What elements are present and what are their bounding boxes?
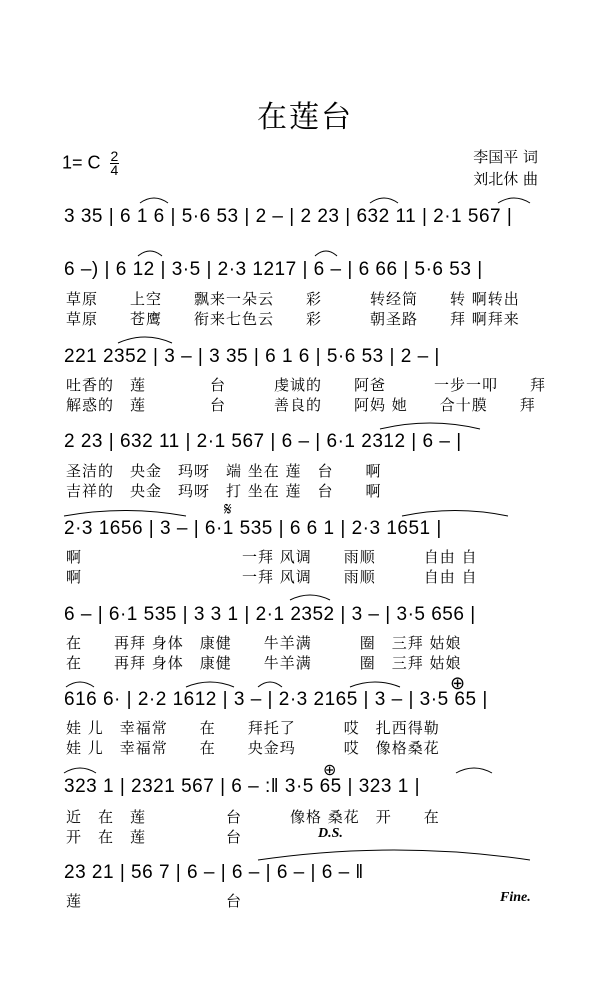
slur xyxy=(140,198,168,203)
page-title: 在莲台 xyxy=(257,100,353,135)
lyrics-line-3-verse-1: 吐香的 莲 台 虔诚的 阿爸 一步一叩 拜 xyxy=(66,376,547,394)
notation-line-4: 2 23 | 632 11 | 2·1 567 | 6 – | 6·1 2312 | 6 – | xyxy=(64,431,462,452)
lyrics-line-3-verse-2: 解惑的 莲 台 善良的 阿妈 她 合十膜 拜 xyxy=(66,396,536,414)
lyrics-line-8-verse-2: 开 在 莲 台 xyxy=(66,828,243,846)
lyrics-line-4-verse-1: 圣洁的 央金 玛呀 端 坐在 莲 台 啊 xyxy=(66,462,382,480)
slur xyxy=(370,198,398,203)
time-signature-top: 2 xyxy=(110,148,119,164)
notation-line-1: 3 35 | 6 1 6 | 5·6 53 | 2 – | 2 23 | 632 11 | 2·1 567 | xyxy=(64,206,513,227)
notation-line-6: 6 – | 6·1 535 | 3 3 1 | 2·1 2352 | 3 – | 3·5 656 | xyxy=(64,604,476,625)
lyrics-line-2-verse-2: 草原 苍鹰 衔来七色云 彩 朝圣路 拜 啊拜来 xyxy=(66,310,520,328)
slur xyxy=(64,511,186,517)
time-signature-bottom: 4 xyxy=(110,162,119,178)
slur xyxy=(258,682,282,687)
notation-line-5: 2·3 1656 | 3 – | 6·1 535 | 6 6 1 | 2·3 1651 | xyxy=(64,518,442,539)
slur xyxy=(315,251,337,256)
fine-mark: Fine. xyxy=(500,890,531,905)
coda-icon: ⊕ xyxy=(450,673,466,694)
slur xyxy=(258,850,530,860)
slur xyxy=(290,595,330,600)
segno-icon: 𝄋 xyxy=(224,499,232,520)
notation-line-3: 221 2352 | 3 – | 3 35 | 6 1 6 | 5·6 53 | 2 – | xyxy=(64,346,440,367)
lyrics-line-6-verse-1: 在 再拜 身体 康健 牛羊满 圈 三拜 姑娘 xyxy=(66,634,462,652)
slur xyxy=(402,511,508,517)
notation-line-7: 616 6· | 2·2 1612 | 3 – | 2·3 2165 | 3 – | 3·5 65 | xyxy=(64,689,488,710)
dal-segno-mark: D.S. xyxy=(318,826,343,841)
slur xyxy=(64,768,96,773)
lyrics-line-9: 莲 台 xyxy=(66,892,243,910)
notation-line-9: 23 21 | 56 7 | 6 – | 6 – | 6 – | 6 – ‖ xyxy=(64,862,364,883)
lyrics-line-5-verse-2: 啊 一拜 风调 雨顺 自由 自 xyxy=(66,568,478,586)
slur xyxy=(118,337,172,343)
key-label: 1= C xyxy=(62,152,101,173)
key-signature xyxy=(62,150,119,177)
slur xyxy=(186,682,234,687)
slur xyxy=(350,682,400,687)
time-signature xyxy=(110,150,120,177)
lyrics-line-5-verse-1: 啊 一拜 风调 雨顺 自由 自 xyxy=(66,548,478,566)
lyricist-credit: 李国平 词 xyxy=(473,148,538,166)
notation-line-8: 323 1 | 2321 567 | 6 – :‖ 3·5 65 | 323 1 | xyxy=(64,776,421,797)
lyrics-line-7-verse-1: 娃 儿 幸福常 在 拜托了 哎 扎西得勒 xyxy=(66,719,440,737)
slur xyxy=(66,682,94,687)
slur xyxy=(380,423,480,429)
lyrics-line-2-verse-1: 草原 上空 飘来一朵云 彩 转经筒 转 啊转出 xyxy=(66,290,520,308)
coda-icon-2: ⊕ xyxy=(323,760,337,779)
slur xyxy=(498,198,530,203)
slur xyxy=(138,251,162,256)
lyrics-line-7-verse-2: 娃 儿 幸福常 在 央金玛 哎 像格桑花 xyxy=(66,739,440,757)
slur xyxy=(456,768,492,773)
notation-line-2: 6 –) | 6 12 | 3·5 | 2·3 1217 | 6 – | 6 66 | 5·6 53 | xyxy=(64,259,483,280)
lyrics-line-6-verse-2: 在 再拜 身体 康健 牛羊满 圈 三拜 姑娘 xyxy=(66,654,462,672)
lyrics-line-4-verse-2: 吉祥的 央金 玛呀 打 坐在 莲 台 啊 xyxy=(66,482,382,500)
composer-credit: 刘北休 曲 xyxy=(473,170,538,188)
lyrics-line-8-verse-1: 近 在 莲 台 像格 桑花 开 在 xyxy=(66,808,440,826)
